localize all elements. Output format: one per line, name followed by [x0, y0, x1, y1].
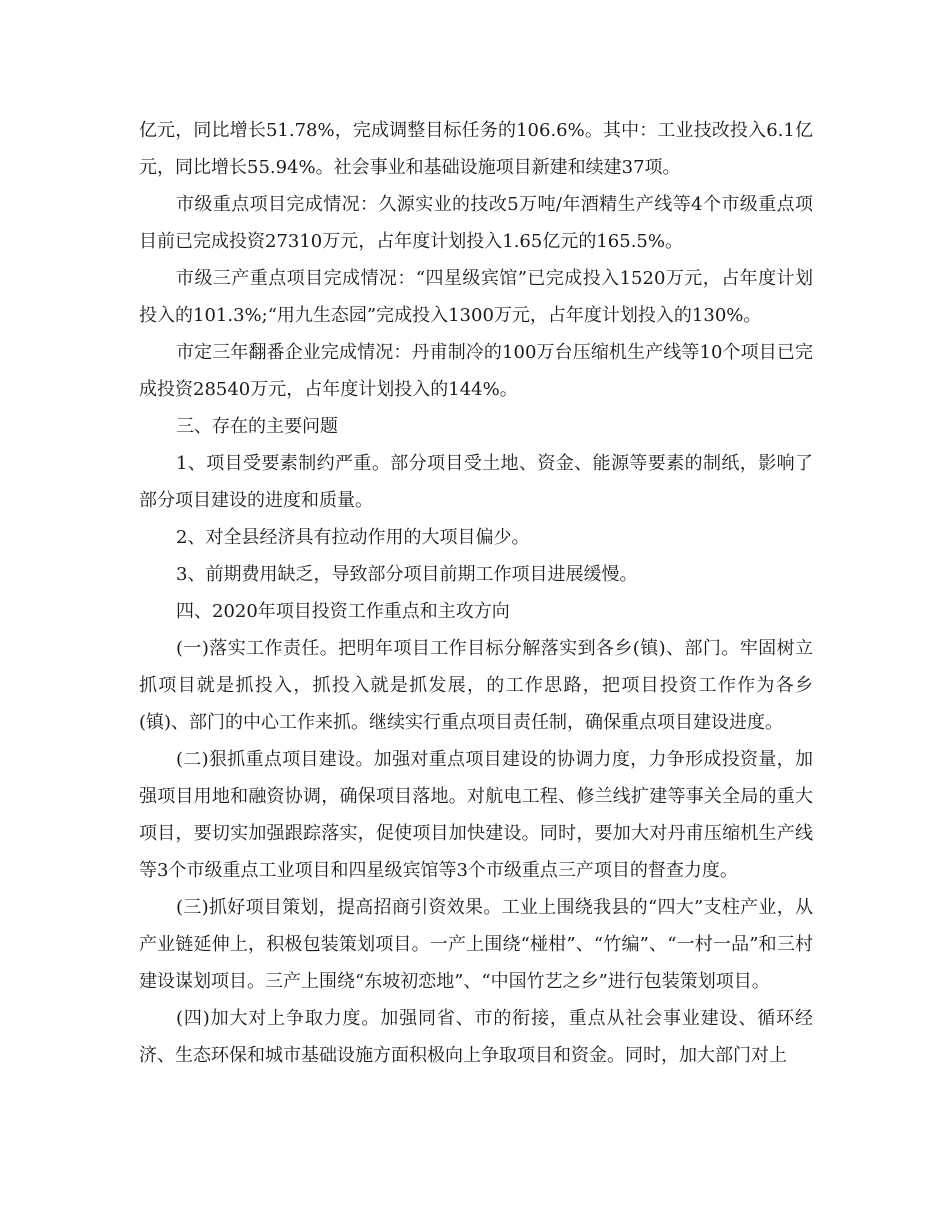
paragraph-doubling-enterprises: 市定三年翻番企业完成情况：丹甫制冷的100万台压缩机生产线等10个项目已完成投资28540万元，占年度计划投入的144%。 [139, 342, 813, 400]
paragraph-municipal-key-projects: 市级重点项目完成情况：久源实业的技改5万吨/年酒精生产线等4个市级重点项目前已完成投资27310万元，占年度计划投入1.65亿元的165.5%。 [139, 194, 813, 252]
paragraph-focus-2: (二)狠抓重点项目建设。加强对重点项目建设的协调力度，力争形成投资量，加强项目用地和融资协调，确保项目落地。对航电工程、修兰线扩建等事关全局的重大项目，要切实加强跟踪落实，促使项目加快建设。同时，要加大对丹甫压缩机生产线等3个市级重点工业项目和四星级宾馆等3个市级重点三产项目的督查力度。 [139, 749, 813, 881]
paragraph-focus-4: (四)加大对上争取力度。加强同省、市的衔接，重点从社会事业建设、循环经济、生态环保和城市基础设施方面积极向上争取项目和资金。同时，加大部门对上 [139, 1008, 813, 1066]
section-heading-2020-focus: 四、2020年项目投资工作重点和主攻方向 [176, 601, 510, 622]
document-body [139, 112, 813, 1074]
paragraph-investment-summary: 亿元，同比增长51.78%，完成调整目标任务的106.6%。其中：工业技改投入6.1亿元，同比增长55.94%。社会事业和基础设施项目新建和续建37项。 [139, 120, 813, 178]
paragraph-focus-3: (三)抓好项目策划，提高招商引资效果。工业上围绕我县的“四大”支柱产业，从产业链延伸上，积极包装策划项目。一产上围绕“椪柑”、“竹编”、“一村一品”和三村建设谋划项目。三产上围绕“东坡初恋地”、“中国竹艺之乡”进行包装策划项目。 [139, 897, 813, 992]
paragraph-problem-1: 1、项目受要素制约严重。部分项目受土地、资金、能源等要素的制纸，影响了部分项目建设的进度和质量。 [139, 453, 813, 511]
paragraph-focus-1: (一)落实工作责任。把明年项目工作目标分解落实到各乡(镇)、部门。牢固树立抓项目就是抓投入，抓投入就是抓发展，的工作思路，把项目投资工作作为各乡(镇)、部门的中心工作来抓。继续实行重点项目责任制，确保重点项目建设进度。 [139, 638, 813, 733]
paragraph-problem-3: 3、前期费用缺乏，导致部分项目前期工作项目进展缓慢。 [176, 564, 638, 585]
paragraph-problem-2: 2、对全县经济具有拉动作用的大项目偏少。 [176, 527, 530, 548]
section-heading-main-problems: 三、存在的主要问题 [176, 416, 338, 437]
paragraph-tertiary-key-projects: 市级三产重点项目完成情况：“四星级宾馆”已完成投入1520万元，占年度计划投入的101.3%;“用九生态园”完成投入1300万元，占年度计划投入的130%。 [139, 268, 813, 326]
